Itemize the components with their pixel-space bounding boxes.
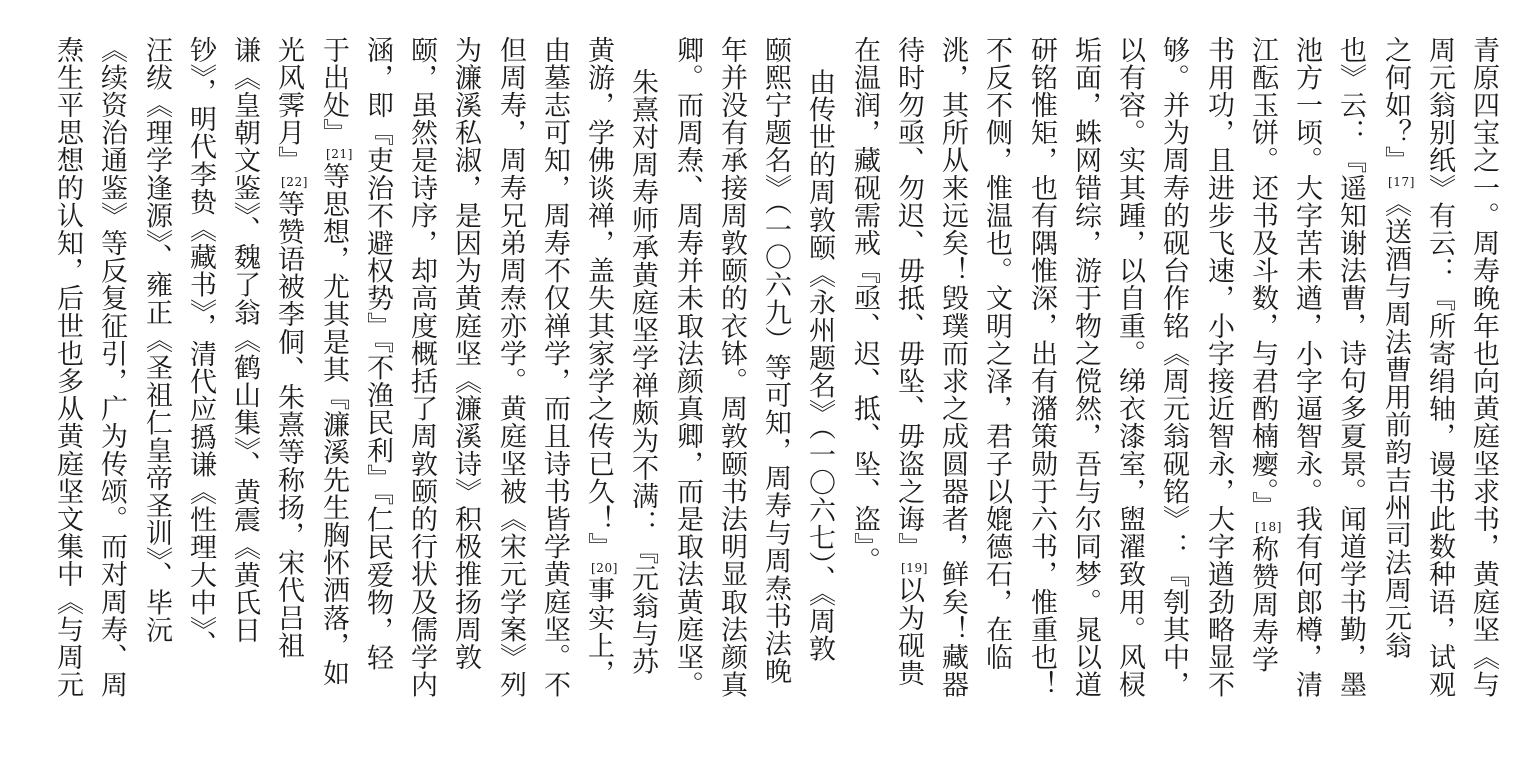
column-text: 黄游，学佛谈禅，盖失其家学之传已久！』 [583, 36, 614, 561]
text-column [888, 36, 928, 726]
text-column [1109, 36, 1149, 726]
column-text: 焘生平思想的认知，后世也多从黄庭坚文集中《与周元 [52, 36, 83, 699]
column-text: 由传世的周敦颐《永州题名》（一〇六七）、《周敦 [804, 68, 835, 663]
column-text-continued: 等赞语被李侗、朱熹等称扬，宋代吕祖 [273, 190, 304, 660]
column-text: 在温润，藏砚需戒『亟、迟、抵、坠、盗』。 [849, 36, 880, 575]
column-text: 待时勿亟、勿迟、毋抵、毋坠、毋盗之诲』 [893, 36, 924, 561]
column-text: 颐熙宁题名》（一〇六九）等可知，周寿与周焘书法晚 [760, 36, 791, 685]
column-text: 也》云：『遥知谢法曹，诗句多夏景。闻道学书勤，墨 [1335, 36, 1366, 699]
text-column [1021, 36, 1061, 726]
text-column [844, 36, 884, 726]
column-text: 为濂溪私淑，是因为黄庭坚《濂溪诗》积极推扬周敦 [450, 36, 481, 671]
footnote-marker: [19] [900, 561, 928, 576]
text-column [711, 36, 751, 726]
text-column [1153, 36, 1193, 726]
text-column [1330, 36, 1370, 726]
text-column [622, 68, 662, 758]
text-column [357, 36, 397, 726]
text-column [47, 36, 87, 726]
text-column [1286, 36, 1326, 726]
text-column [401, 36, 441, 726]
footnote-marker: [20] [590, 561, 618, 576]
column-text: 谦《皇朝文鉴》、魏了翁《鹤山集》、黄震《黄氏日 [229, 36, 260, 644]
column-text: 于出处』 [318, 36, 349, 147]
column-text: 卿。而周焘、周寿并未取法颜真卿，而是取法黄庭坚。 [672, 36, 703, 699]
text-column [1198, 36, 1238, 726]
column-text: 之何如？』 [1380, 36, 1411, 174]
text-column [976, 36, 1016, 726]
column-text-continued: 以为砚贵 [893, 576, 924, 687]
text-column [534, 36, 574, 726]
column-text: 够。并为周寿的砚台作铭《周元翁砚铭》：『刳其中， [1158, 36, 1189, 699]
footnote-marker: [18] [1254, 520, 1282, 535]
text-column [1375, 36, 1415, 726]
text-column [136, 36, 176, 726]
column-text: 以有容。实其踵，以自重。绨衣漆室，盥濯致用。风棂 [1114, 36, 1145, 699]
text-column [91, 36, 131, 726]
text-column [1065, 36, 1105, 726]
column-text: 但周寿，周寿兄弟周焘亦学。黄庭坚被《宋元学案》列 [495, 36, 526, 699]
column-text-continued: 《送酒与周法曹用前韵吉州司法周元翁 [1380, 190, 1411, 660]
text-column [490, 36, 530, 726]
column-text: 汪绂《理学逢源》、雍正《圣祖仁皇帝圣训》、毕沅 [141, 36, 172, 644]
text-column [578, 36, 618, 726]
column-text: 光风霁月』 [273, 36, 304, 174]
column-text: 研铭惟矩，也有隅惟深，出有潴策勋于六书，惟重也！ [1026, 36, 1057, 699]
column-text: 洮，其所从来远矣！毁璞而求之成圆器者，鲜矣！藏器 [937, 36, 968, 699]
column-text: 江酝玉饼。还书及斗数，与君酌楠瘿。』 [1247, 36, 1278, 520]
column-text: 不反不侧，惟温也。文明之泽，君子以媲德石，在临 [981, 36, 1012, 671]
text-column [313, 36, 353, 726]
column-text: 涵，即『吏治不避权势』『不渔民利』『仁民爱物，轻 [362, 36, 393, 672]
text-column [445, 36, 485, 726]
column-text: 周元翁别纸》有云：『所寄绢轴，谩书此数种语，试观 [1424, 36, 1455, 699]
text-column [224, 36, 264, 726]
column-text: 书用功，且进步飞速，小字接近智永，大字遒劲略显不 [1203, 36, 1234, 699]
column-text-continued: 等思想，尤其是其『濂溪先生胸怀洒落，如 [318, 162, 349, 687]
text-column [799, 68, 839, 758]
text-column [1463, 36, 1503, 726]
column-text: 朱熹对周寿师承黄庭坚学禅颇为不满：『元翁与苏 [627, 68, 658, 676]
column-text-continued: 事实上， [583, 576, 614, 687]
column-text: 青原四宝之一。周寿晚年也向黄庭坚求书，黄庭坚《与 [1468, 36, 1499, 699]
text-column [180, 36, 220, 726]
footnote-marker: [21] [325, 147, 353, 162]
column-text: 钞》，明代李贽《藏书》，清代应撝谦《性理大中》、 [185, 36, 216, 658]
column-text: 《续资治通鉴》等反复征引，广为传颂。而对周寿、周 [96, 36, 127, 699]
text-column [268, 36, 308, 726]
footnote-marker: [22] [280, 175, 308, 189]
text-column [932, 36, 972, 726]
text-column [1419, 36, 1459, 726]
footnote-marker: [17] [1387, 175, 1415, 189]
column-text-continued: 称赞周寿学 [1247, 535, 1278, 674]
column-text: 颐，虽然是诗序，却高度概括了周敦颐的行状及儒学内 [406, 36, 437, 699]
column-text: 年并没有承接周敦颐的衣钵。周敦颐书法明显取法颜真 [716, 36, 747, 699]
column-text: 由墓志可知，周寿不仅禅学，而且诗书皆学黄庭坚。不 [539, 36, 570, 699]
text-column [1242, 36, 1282, 726]
text-column [667, 36, 707, 726]
column-text: 垢面，蛛网错综，游于物之傥然，吾与尔同梦。晁以道 [1070, 36, 1101, 699]
text-column [755, 36, 795, 726]
column-text: 池方一顷。大字苦未遒，小字逼智永。我有何郎樽，清 [1291, 36, 1322, 699]
